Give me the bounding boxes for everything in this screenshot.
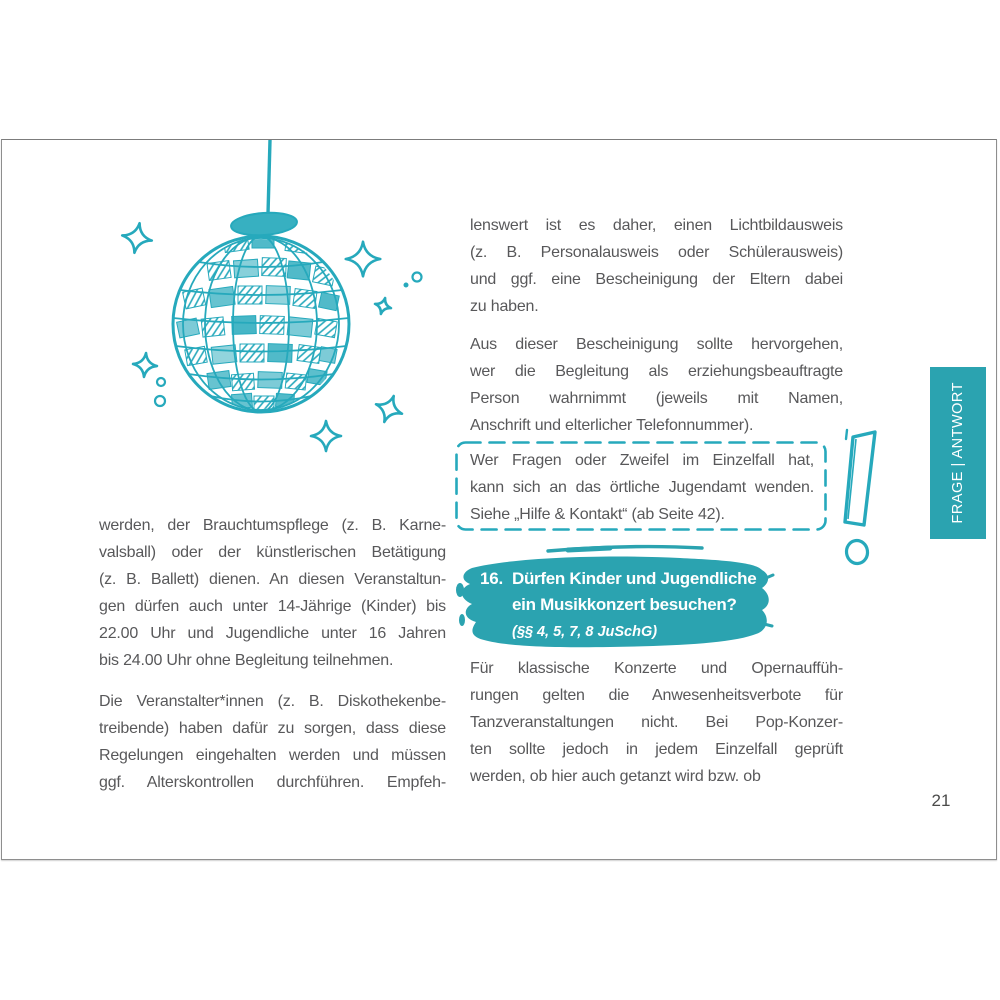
- text-line: kann sich an das örtliche Jugendamt wenden.: [470, 479, 814, 496]
- exclamation-mark-icon: [820, 425, 900, 575]
- question-header: [480, 566, 780, 643]
- text-line: Person wahrnimmt (jeweils mit Namen,: [470, 390, 843, 407]
- paragraph: [470, 212, 843, 320]
- text-line: Für klassische Konzerte und Opernauffüh-: [470, 660, 843, 677]
- swoosh-accent: [568, 548, 610, 550]
- question-title-line1: Dürfen Kinder und Jugendliche: [512, 569, 757, 588]
- text-line: ggf. Alterskontrollen durchführen. Empfeh-: [99, 774, 446, 791]
- disco-ball-illustration: [90, 128, 430, 468]
- text-line: Siehe „Hilfe & Kontakt“ (ab Seite 42).: [470, 506, 725, 523]
- tab-frage-antwort: [930, 367, 986, 539]
- text-line: gen dürfen auch unter 14-Jährige (Kinder) bis: [99, 598, 446, 615]
- text-line: wer die Begleitung als erziehungsbeauftragte: [470, 363, 843, 380]
- text-line: valsball) oder der künstlerischen Betätigung: [99, 544, 446, 561]
- text-line: werden, der Brauchtumspflege (z. B. Karne-: [99, 517, 446, 534]
- hint-box: [455, 441, 827, 531]
- hint-box-text: [455, 441, 827, 528]
- tab-label: FRAGE | ANTWORT: [950, 382, 966, 524]
- paragraph: [470, 331, 843, 439]
- paragraph: [99, 512, 446, 674]
- text-line: 22.00 Uhr und Jugendliche unter 16 Jahren: [99, 625, 446, 642]
- question-law-reference: (§§ 4, 5, 7, 8 JuSchG): [512, 624, 658, 640]
- text-line: werden, ob hier auch getanzt wird bzw. ob: [470, 768, 761, 785]
- text-line: Die Veranstalter*innen (z. B. Diskothekenbe-: [99, 693, 446, 710]
- right-text-column: [470, 212, 843, 785]
- paragraph: [470, 655, 843, 790]
- text-line: rungen gelten die Anwesenheitsverbote für: [470, 687, 843, 704]
- text-line: Regelungen eingehalten werden und müssen: [99, 747, 446, 764]
- question-title-line2: ein Musikkonzert besuchen?: [512, 595, 737, 614]
- page-number: 21: [931, 791, 951, 810]
- paragraph: [99, 688, 446, 796]
- hanging-string: [268, 140, 270, 214]
- text-line: ten sollte jedoch in jedem Einzelfall geprüft: [470, 741, 843, 758]
- text-line: Aus dieser Bescheinigung sollte hervorgehen,: [470, 336, 843, 353]
- ball-topper: [230, 211, 297, 238]
- text-line: zu haben.: [470, 298, 539, 315]
- text-line: lenswert ist es daher, einen Lichtbildausweis: [470, 217, 843, 234]
- sparkle-icon: [120, 221, 407, 451]
- text-line: Anschrift und elterlicher Telefonnummer).: [470, 417, 754, 434]
- text-line: Tanzveranstaltungen nicht. Bei Pop-Konzer-: [470, 714, 843, 731]
- text-line: Wer Fragen oder Zweifel im Einzelfall hat,: [470, 452, 814, 469]
- question-number: 16.: [480, 569, 504, 588]
- text-line: treibende) haben dafür zu sorgen, dass diese: [99, 720, 446, 737]
- question-body: [512, 566, 780, 643]
- left-text-column: [99, 512, 446, 796]
- text-line: (z. B. Ballett) dienen. An diesen Veranstaltun-: [99, 571, 446, 588]
- text-line: bis 24.00 Uhr ohne Begleitung teilnehmen.: [99, 652, 394, 669]
- text-line: (z. B. Personalausweis oder Schülerausweis): [470, 244, 843, 261]
- text-line: und ggf. eine Bescheinigung der Eltern dabei: [470, 271, 843, 288]
